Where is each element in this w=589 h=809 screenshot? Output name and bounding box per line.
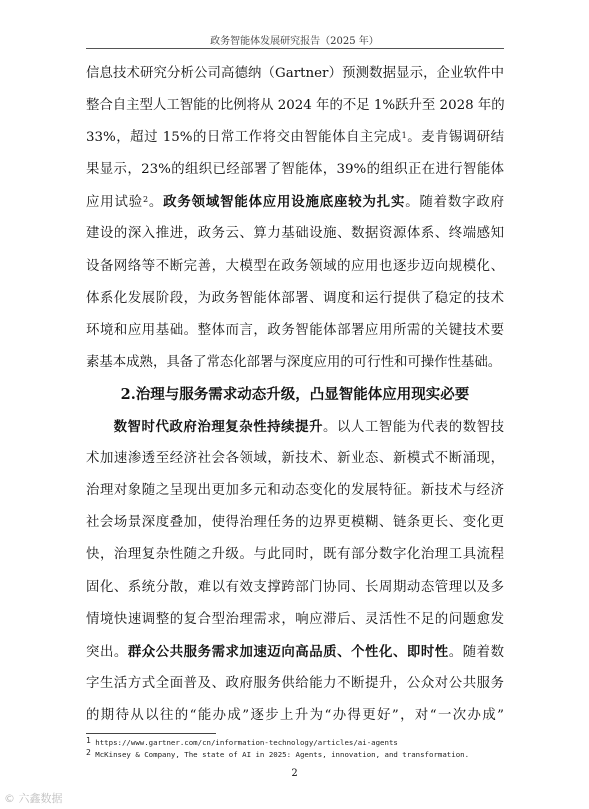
p2-text: 。随着数 <box>448 644 505 660</box>
footnotes <box>86 737 516 761</box>
p1-line-8: 体系化发展阶段，为政务智能体部署、调度和运行提供了稳定的技术 <box>86 290 504 306</box>
footnote-ref-2[interactable]: 2 <box>142 195 149 205</box>
p2-line-1 <box>86 411 504 443</box>
p2-line-4: 社会场景深度叠加，使得治理任务的边界更模糊、链条更长、变化更 <box>86 515 504 531</box>
p1-line-7: 设备网络等不断完善，大模型在政务领域的应用也逐步迈向规模化、 <box>86 258 504 274</box>
p2-line-7: 情境快速调整的复合型治理需求，响应滞后、灵活性不足的问题愈发 <box>86 611 504 627</box>
p1-line-10: 素基本成熟，具备了常态化部署与深度应用的可行性和可操作性基础。 <box>86 354 502 370</box>
p1-line-1: 信息技术研究分析公司高德纳（Gartner）预测数据显示，企业软件中 <box>86 66 504 81</box>
p1-text: 。随着数字政府 <box>405 195 505 211</box>
p1-text: 应用试验 <box>86 195 143 211</box>
footnote-1 <box>86 737 516 749</box>
footnote-2 <box>86 749 516 761</box>
bold-lead-sentence: 数智时代政府治理复杂性持续提升 <box>113 419 324 436</box>
section-heading: 2.治理与服务需求动态升级，凸显智能体应用现实必要 <box>120 385 470 403</box>
p1-text: 33%，超过 15%的日常工作将交由智能体自主完成 <box>86 130 402 146</box>
p2-line-5: 快，治理复杂性随之升级。与此同时，既有部分数字化治理工具流程 <box>86 547 504 563</box>
footnote-number: 1 <box>86 736 91 745</box>
p2-line-6: 固化、系统分散，难以有效支撑跨部门协同、长周期动态管理以及多 <box>86 579 504 595</box>
p1-text: 。 <box>148 195 164 211</box>
running-header: 政务智能体发展研究报告（2025 年） <box>210 36 379 47</box>
p1-line-3 <box>86 122 504 154</box>
p2-line-10: 的期待从以往的“能办成”逐步上升为“办得更好”，对“一次办成” <box>86 707 504 723</box>
footnote-text: McKinsey & Company, The state of AI in 2025: Agents, innovation, and transformation. <box>95 750 470 759</box>
p1-line-5 <box>86 186 504 218</box>
bold-lead-sentence: 群众公共服务需求加速迈向高品质、个性化、即时性 <box>127 643 449 660</box>
p2-text: 。以人工智能为代表的数智技 <box>323 420 505 436</box>
body-text <box>86 58 504 732</box>
footnote-link[interactable]: https://www.gartner.com/cn/information-technology/articles/ai-agents <box>95 738 398 747</box>
p1-line-4: 果显示，23%的组织已经部署了智能体，39%的组织正在进行智能体 <box>86 162 504 178</box>
page-number: 2 <box>291 768 298 779</box>
p1-line-2: 整合自主型人工智能的比例将从 2024 年的不足 1%跃升至 2028 年的 <box>86 98 505 114</box>
header-rule <box>86 48 504 49</box>
bold-lead-sentence: 政务领域智能体应用设施底座较为扎实 <box>163 194 406 211</box>
p1-line-6: 建设的深入推进，政务云、算力基础设施、数据资源体系、终端感知 <box>86 226 504 242</box>
footnote-rule <box>86 733 216 734</box>
footnote-number: 2 <box>86 748 91 757</box>
p1-text: 。麦肯锡调研结 <box>406 130 505 146</box>
p1-line-9: 环境和应用基础。整体而言，政务智能体部署应用所需的关键技术要 <box>86 322 504 338</box>
p2-line-8 <box>86 636 504 668</box>
p2-text: 突出。 <box>86 644 128 660</box>
p2-line-3: 治理对象随之呈现出更加多元和动态变化的发展特征。新技术与经济 <box>86 483 504 499</box>
p2-line-9: 字生活方式全面普及、政府服务供给能力不断提升，公众对公共服务 <box>86 675 504 691</box>
footnote-ref-1[interactable]: 1 <box>401 131 407 141</box>
p2-line-2: 术加速渗透至经济社会各领域，新技术、新业态、新模式不断涌现， <box>86 451 504 467</box>
watermark-logo: © 六鑫数据 <box>4 792 63 805</box>
